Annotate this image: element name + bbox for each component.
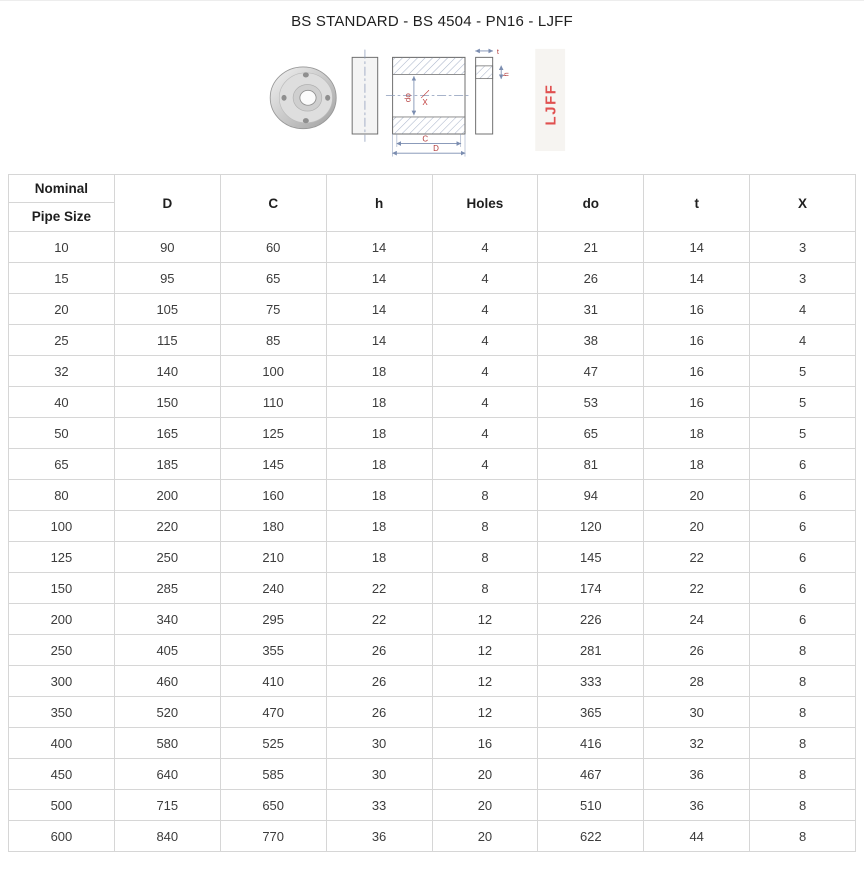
- table-row: [9, 821, 856, 852]
- table-cell: 4: [432, 325, 538, 356]
- table-cell: 416: [538, 728, 644, 759]
- table-cell: 281: [538, 635, 644, 666]
- table-row: [9, 325, 856, 356]
- table-cell: 15: [9, 263, 115, 294]
- brand-strip: [535, 49, 565, 151]
- flange-section-drawing: [352, 47, 510, 156]
- table-cell: 226: [538, 604, 644, 635]
- table-cell: 38: [538, 325, 644, 356]
- table-cell: 3: [750, 263, 856, 294]
- table-cell: 525: [220, 728, 326, 759]
- table-row: [9, 604, 856, 635]
- table-cell: 355: [220, 635, 326, 666]
- table-cell: 60: [220, 232, 326, 263]
- table-cell: 14: [644, 232, 750, 263]
- table-cell: 220: [114, 511, 220, 542]
- column-header-C: C: [220, 175, 326, 232]
- table-cell: 36: [326, 821, 432, 852]
- table-cell: 340: [114, 604, 220, 635]
- table-cell: 65: [538, 418, 644, 449]
- table-row: [9, 728, 856, 759]
- table-cell: 20: [432, 759, 538, 790]
- table-cell: 140: [114, 356, 220, 387]
- table-cell: 470: [220, 697, 326, 728]
- table-cell: 44: [644, 821, 750, 852]
- table-cell: 18: [326, 356, 432, 387]
- table-cell: 50: [9, 418, 115, 449]
- table-cell: 180: [220, 511, 326, 542]
- table-cell: 4: [750, 325, 856, 356]
- table-cell: 16: [644, 325, 750, 356]
- table-cell: 18: [326, 511, 432, 542]
- table-cell: 4: [432, 449, 538, 480]
- table-cell: 365: [538, 697, 644, 728]
- table-cell: 115: [114, 325, 220, 356]
- table-cell: 18: [326, 542, 432, 573]
- table-cell: 26: [326, 697, 432, 728]
- table-cell: 14: [644, 263, 750, 294]
- table-cell: 26: [644, 635, 750, 666]
- table-cell: 24: [644, 604, 750, 635]
- table-cell: 3: [750, 232, 856, 263]
- flange-bore: [300, 90, 316, 105]
- table-cell: 460: [114, 666, 220, 697]
- table-row: [9, 542, 856, 573]
- table-cell: 16: [644, 356, 750, 387]
- table-row: [9, 387, 856, 418]
- table-cell: 8: [432, 480, 538, 511]
- table-cell: 14: [326, 294, 432, 325]
- table-cell: 20: [9, 294, 115, 325]
- table-cell: 26: [326, 635, 432, 666]
- table-cell: 4: [432, 263, 538, 294]
- table-cell: 4: [432, 418, 538, 449]
- table-cell: 300: [9, 666, 115, 697]
- table-cell: 200: [114, 480, 220, 511]
- table-cell: 250: [9, 635, 115, 666]
- table-cell: 622: [538, 821, 644, 852]
- table-cell: 22: [326, 604, 432, 635]
- table-cell: 47: [538, 356, 644, 387]
- table-cell: 14: [326, 325, 432, 356]
- page-title: BS STANDARD - BS 4504 - PN16 - LJFF: [291, 13, 573, 30]
- table-cell: 12: [432, 604, 538, 635]
- column-header-nominal-pipe-size: [9, 175, 115, 232]
- table-cell: 18: [326, 387, 432, 418]
- table-cell: 36: [644, 759, 750, 790]
- dim-label-c: C: [422, 134, 429, 144]
- table-cell: 18: [326, 480, 432, 511]
- table-cell: 600: [9, 821, 115, 852]
- table-cell: 16: [644, 387, 750, 418]
- table-cell: 22: [326, 573, 432, 604]
- table-cell: 333: [538, 666, 644, 697]
- table-cell: 14: [326, 232, 432, 263]
- flange-spec-table: [8, 174, 856, 852]
- table-cell: 640: [114, 759, 220, 790]
- column-header-Holes: Holes: [432, 175, 538, 232]
- table-cell: 5: [750, 387, 856, 418]
- table-cell: 75: [220, 294, 326, 325]
- column-header-D: D: [114, 175, 220, 232]
- table-cell: 20: [644, 511, 750, 542]
- diagram-row: [8, 42, 856, 160]
- table-cell: 250: [114, 542, 220, 573]
- table-row: [9, 666, 856, 697]
- bolt-hole: [325, 95, 330, 101]
- table-cell: 28: [644, 666, 750, 697]
- table-cell: 6: [750, 480, 856, 511]
- table-row: [9, 356, 856, 387]
- table-cell: 4: [432, 294, 538, 325]
- table-cell: 12: [432, 635, 538, 666]
- spec-table-body: [9, 232, 856, 852]
- table-cell: 36: [644, 790, 750, 821]
- table-cell: 8: [750, 790, 856, 821]
- table-cell: 21: [538, 232, 644, 263]
- table-cell: 4: [432, 356, 538, 387]
- table-cell: 65: [9, 449, 115, 480]
- table-header-row: [9, 175, 856, 232]
- table-cell: 6: [750, 542, 856, 573]
- dim-label-h: h: [501, 72, 511, 77]
- table-cell: 174: [538, 573, 644, 604]
- table-cell: 20: [432, 821, 538, 852]
- table-cell: 94: [538, 480, 644, 511]
- table-cell: 8: [750, 666, 856, 697]
- table-row: [9, 635, 856, 666]
- column-header-do: do: [538, 175, 644, 232]
- dim-label-d: D: [433, 144, 439, 154]
- table-cell: 650: [220, 790, 326, 821]
- table-cell: 400: [9, 728, 115, 759]
- table-cell: 110: [220, 387, 326, 418]
- table-cell: 65: [220, 263, 326, 294]
- dim-label-t: t: [496, 47, 500, 57]
- table-cell: 467: [538, 759, 644, 790]
- table-cell: 8: [750, 635, 856, 666]
- table-cell: 295: [220, 604, 326, 635]
- table-row: [9, 790, 856, 821]
- table-cell: 100: [220, 356, 326, 387]
- table-cell: 30: [326, 728, 432, 759]
- flange-photo: [270, 67, 336, 129]
- table-row: [9, 697, 856, 728]
- table-cell: 150: [9, 573, 115, 604]
- table-cell: 145: [538, 542, 644, 573]
- table-cell: 18: [644, 449, 750, 480]
- table-cell: 350: [9, 697, 115, 728]
- pipe-size-label: Pipe Size: [31, 209, 92, 224]
- table-cell: 20: [644, 480, 750, 511]
- bolt-hole: [303, 118, 309, 123]
- table-cell: 200: [9, 604, 115, 635]
- table-cell: 8: [432, 573, 538, 604]
- table-cell: 40: [9, 387, 115, 418]
- table-cell: 580: [114, 728, 220, 759]
- table-cell: 16: [432, 728, 538, 759]
- table-cell: 210: [220, 542, 326, 573]
- table-row: [9, 759, 856, 790]
- table-cell: 145: [220, 449, 326, 480]
- table-cell: 32: [644, 728, 750, 759]
- table-row: [9, 294, 856, 325]
- table-cell: 95: [114, 263, 220, 294]
- table-cell: 5: [750, 356, 856, 387]
- table-cell: 12: [432, 697, 538, 728]
- table-cell: 30: [326, 759, 432, 790]
- table-cell: 22: [644, 542, 750, 573]
- table-cell: 585: [220, 759, 326, 790]
- table-cell: 165: [114, 418, 220, 449]
- table-cell: 81: [538, 449, 644, 480]
- table-cell: 450: [9, 759, 115, 790]
- table-cell: 25: [9, 325, 115, 356]
- table-cell: 80: [9, 480, 115, 511]
- table-cell: 6: [750, 604, 856, 635]
- table-cell: 8: [432, 542, 538, 573]
- table-cell: 160: [220, 480, 326, 511]
- table-cell: 520: [114, 697, 220, 728]
- table-cell: 16: [644, 294, 750, 325]
- dim-label-x: X: [422, 98, 428, 108]
- table-cell: 4: [432, 232, 538, 263]
- table-cell: 85: [220, 325, 326, 356]
- table-cell: 32: [9, 356, 115, 387]
- table-cell: 285: [114, 573, 220, 604]
- table-cell: 33: [326, 790, 432, 821]
- table-row: [9, 418, 856, 449]
- table-cell: 10: [9, 232, 115, 263]
- table-cell: 770: [220, 821, 326, 852]
- table-cell: 185: [114, 449, 220, 480]
- table-cell: 18: [326, 449, 432, 480]
- table-row: [9, 573, 856, 604]
- table-cell: 8: [750, 728, 856, 759]
- bolt-hole-section: [476, 66, 493, 79]
- table-cell: 500: [9, 790, 115, 821]
- x-leader-line: [421, 90, 428, 97]
- table-cell: 510: [538, 790, 644, 821]
- table-cell: 100: [9, 511, 115, 542]
- bolt-hole: [303, 72, 309, 77]
- table-row: [9, 263, 856, 294]
- brand-text: LJFF: [543, 83, 560, 126]
- table-cell: 14: [326, 263, 432, 294]
- table-cell: 20: [432, 790, 538, 821]
- table-cell: 53: [538, 387, 644, 418]
- table-cell: 125: [220, 418, 326, 449]
- nominal-label: Nominal: [9, 175, 114, 203]
- table-cell: 12: [432, 666, 538, 697]
- table-cell: 410: [220, 666, 326, 697]
- table-cell: 26: [538, 263, 644, 294]
- table-cell: 4: [750, 294, 856, 325]
- table-cell: 8: [750, 759, 856, 790]
- table-row: [9, 480, 856, 511]
- table-cell: 26: [326, 666, 432, 697]
- dim-label-do: do: [403, 93, 413, 103]
- table-cell: 6: [750, 511, 856, 542]
- table-cell: 30: [644, 697, 750, 728]
- table-cell: 6: [750, 573, 856, 604]
- table-cell: 22: [644, 573, 750, 604]
- table-cell: 125: [9, 542, 115, 573]
- column-header-X: X: [750, 175, 856, 232]
- table-cell: 240: [220, 573, 326, 604]
- bolt-hole: [281, 95, 286, 101]
- table-cell: 8: [750, 697, 856, 728]
- table-cell: 31: [538, 294, 644, 325]
- table-cell: 5: [750, 418, 856, 449]
- table-cell: 90: [114, 232, 220, 263]
- table-cell: 6: [750, 449, 856, 480]
- table-cell: 405: [114, 635, 220, 666]
- table-cell: 105: [114, 294, 220, 325]
- table-cell: 840: [114, 821, 220, 852]
- column-header-t: t: [644, 175, 750, 232]
- table-cell: 150: [114, 387, 220, 418]
- table-cell: 4: [432, 387, 538, 418]
- table-cell: 18: [644, 418, 750, 449]
- flange-diagram: [267, 42, 597, 160]
- table-row: [9, 511, 856, 542]
- table-cell: 8: [750, 821, 856, 852]
- table-cell: 8: [432, 511, 538, 542]
- table-cell: 18: [326, 418, 432, 449]
- table-row: [9, 449, 856, 480]
- column-header-h: h: [326, 175, 432, 232]
- table-cell: 715: [114, 790, 220, 821]
- table-cell: 120: [538, 511, 644, 542]
- table-row: [9, 232, 856, 263]
